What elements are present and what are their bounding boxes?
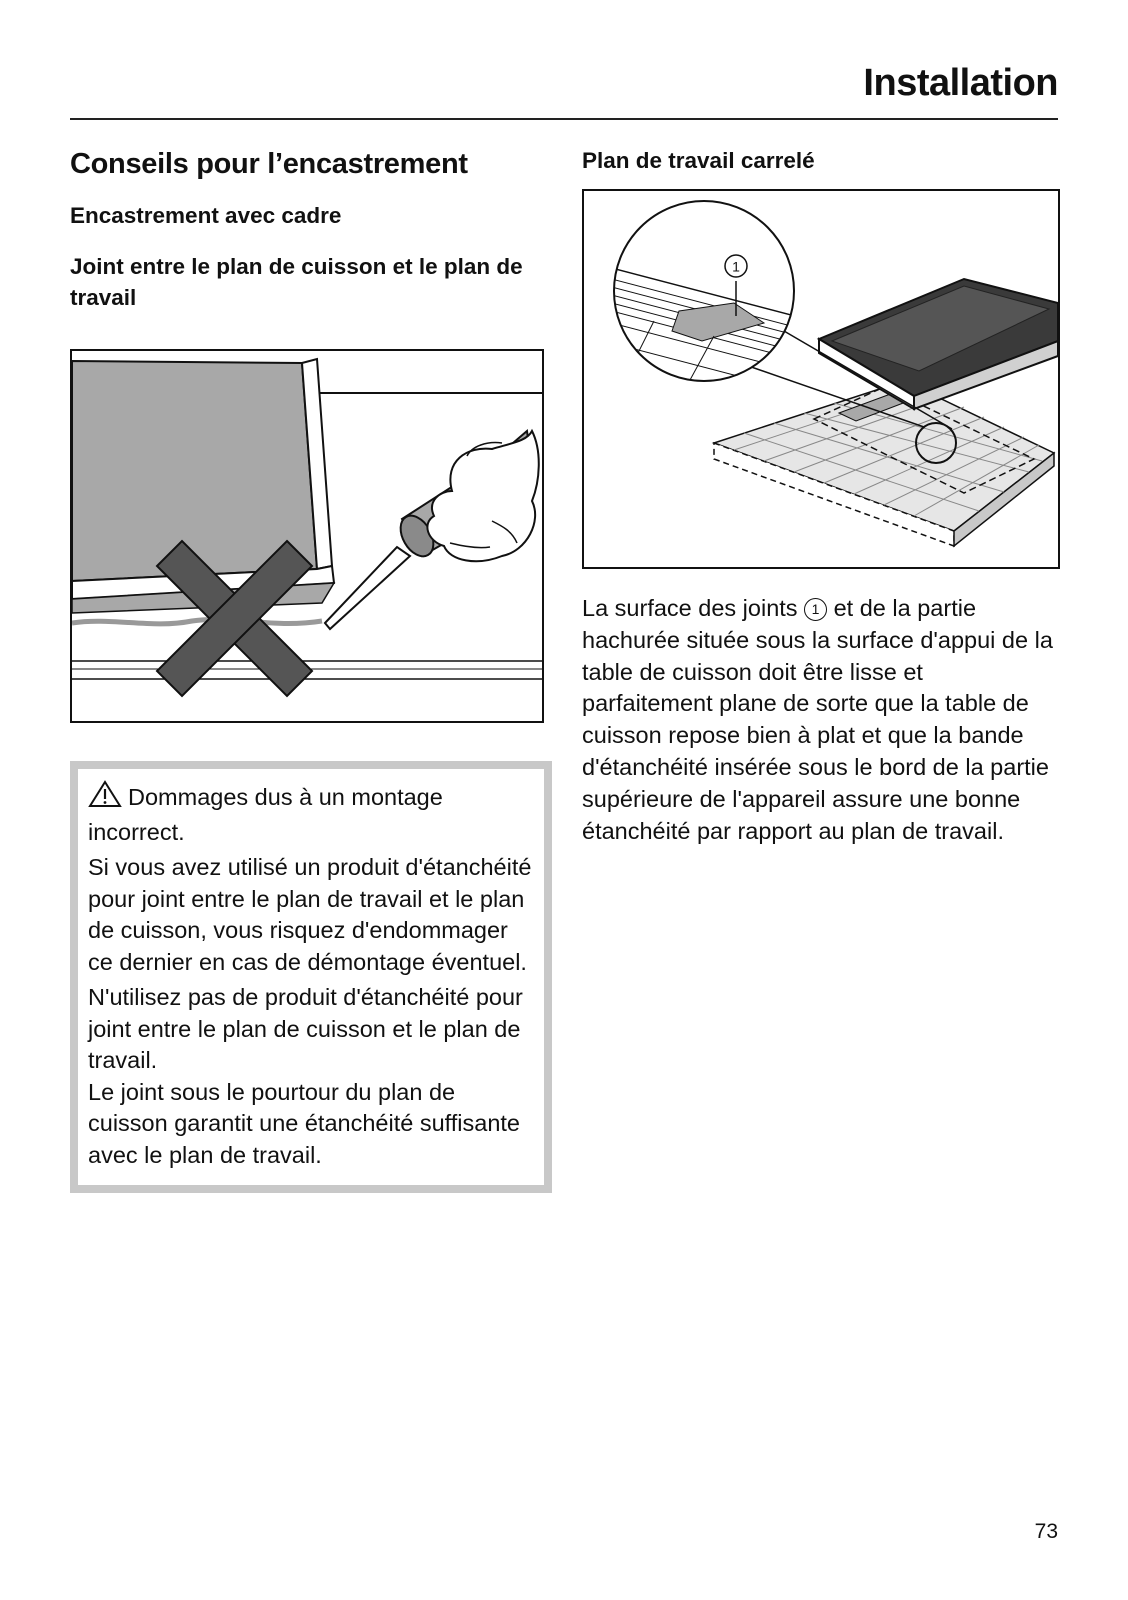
page-number: 73 [1034, 1520, 1058, 1543]
tiled-worktop-description [582, 593, 1060, 847]
joint-marker-1: 1 [804, 598, 827, 621]
warning-triangle-icon [88, 780, 122, 817]
tiled-worktop-illustration [584, 191, 1058, 567]
figure-tiled-worktop [582, 189, 1060, 569]
left-column [70, 145, 550, 1193]
warning-paragraph-1: Si vous avez utilisé un produit d'étanchéité pour joint entre le plan de travail et le plan de cuisson, vous risquez d'endommager ce dernier en cas de démontage éventuel. [88, 854, 532, 975]
warning-box [70, 761, 552, 1193]
subheading-tiled-worktop: Plan de travail carrelé [582, 148, 815, 173]
description-end: et de la partie hachurée située sous la surface d'appui de la table de cuisson doit être lisse et parfaitement plane de sorte que la table de cuisson repose bien à plat et que la bande d'étanchéité insérée sous le bord de la partie supérieure de l'appareil assure une bonne étanchéité par rapport au plan de travail. [582, 595, 1053, 844]
section-title: Conseils pour l’encastrement [70, 148, 468, 180]
subheading-frame: Encastrement avec cadre [70, 203, 342, 228]
subheading-joint: Joint entre le plan de cuisson et le plan de travail [70, 254, 523, 310]
figure-sealant-incorrect [70, 349, 544, 723]
warning-title-line [88, 780, 534, 848]
header-divider [70, 118, 1058, 120]
warning-title: Dommages dus à un montage incorrect. [88, 784, 443, 845]
callout-number-1: 1 [732, 258, 740, 275]
warning-paragraph-2: N'utilisez pas de produit d'étanchéité pour joint entre le plan de cuisson et le plan de travail. [88, 984, 523, 1073]
sealant-illustration [72, 351, 542, 721]
page-header-title: Installation [863, 62, 1058, 104]
right-column [582, 145, 1060, 847]
warning-paragraph-3: Le joint sous le pourtour du plan de cuisson garantit une étanchéité suffisante avec le plan de travail. [88, 1078, 520, 1168]
description-start: La surface des joints [582, 595, 805, 621]
